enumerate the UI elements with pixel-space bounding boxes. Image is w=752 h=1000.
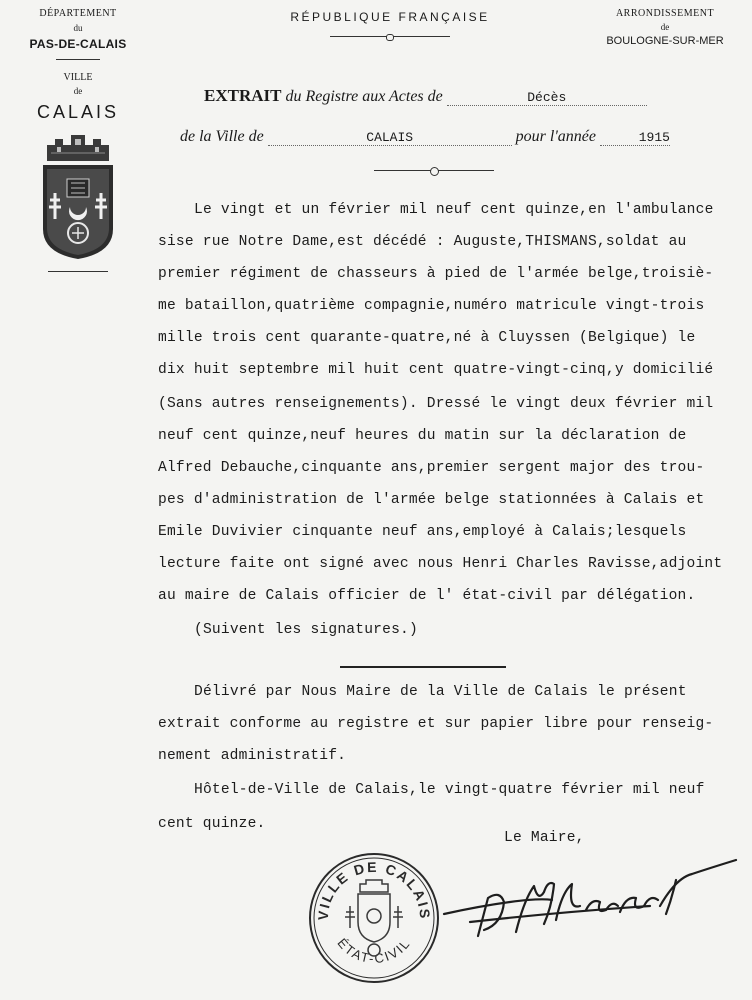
body-line: premier régiment de chasseurs à pied de l'armée belge,troisiè- [158, 266, 714, 282]
place-date: Hôtel-de-Ville de Calais,le vingt-quatre février mil neuf [194, 782, 705, 798]
department-name: PAS-DE-CALAIS [29, 37, 127, 51]
arrondissement-block [590, 8, 740, 47]
ville-value: CALAIS [366, 130, 414, 145]
registre-label: du Registre aux Actes de [285, 88, 443, 105]
svg-text:ÉTAT-CIVIL [334, 935, 413, 966]
body-line: Emile Duvivier cinquante neuf ans,employé à Calais;lesquels [158, 524, 687, 540]
coat-of-arms-icon [39, 131, 117, 261]
delivery-line: Délivré par Nous Maire de la Ville de Calais le présent [194, 684, 687, 700]
department-label: DÉPARTEMENT [39, 8, 117, 19]
signatures-note: (Suivent les signatures.) [194, 622, 418, 638]
handwritten-signature-icon [440, 840, 740, 950]
section-divider [340, 666, 506, 668]
divider [56, 59, 100, 60]
body-line: pes d'administration de l'armée belge stationnées à Calais et [158, 492, 705, 508]
official-seal-icon [306, 850, 442, 986]
arrondissement-label: ARRONDISSEMENT [615, 8, 715, 19]
ville-label: VILLE [63, 72, 93, 83]
ville-field [268, 130, 512, 146]
extrait-heading: EXTRAIT [204, 86, 282, 105]
signer-title: Le Maire, [504, 830, 585, 846]
body-line: Le vingt et un février mil neuf cent quinze,en l'ambulance [194, 202, 714, 218]
body-line: Alfred Debauche,cinquante ans,premier sergent major des trou- [158, 460, 705, 476]
title-line-2 [180, 128, 670, 146]
seal-top-text: VILLE DE CALAIS [314, 858, 434, 921]
body-line: sise rue Notre Dame,est décédé : Auguste,THISMANS,soldat au [158, 234, 687, 250]
place-date-continued: cent quinze. [158, 816, 266, 832]
annee-label: pour l'année [515, 128, 596, 145]
body-line: lecture faite ont signé avec nous Henri Charles Ravisse,adjoint [158, 556, 723, 572]
delivery-line: extrait conforme au registre et sur papier libre pour renseig- [158, 716, 714, 732]
department-du: du [73, 23, 83, 33]
body-line: dix huit septembre mil huit cent quatre-vingt-cinq,y domicilié [158, 362, 714, 378]
department-block [8, 8, 148, 272]
arrondissement-de: de [660, 22, 670, 32]
arrondissement-name: BOULOGNE-SUR-MER [606, 35, 724, 47]
year-value: 1915 [638, 130, 670, 145]
republic-block [220, 10, 560, 37]
body-line: (Sans autres renseignements). Dressé le vingt deux février mil [158, 396, 714, 412]
year-field [600, 130, 670, 146]
acte-type-value: Décès [527, 90, 567, 105]
ville-label-title: de la Ville de [180, 128, 264, 145]
body-line: au maire de Calais officier de l' état-civil par délégation. [158, 588, 696, 604]
divider [48, 271, 108, 272]
delivery-line: nement administratif. [158, 748, 347, 764]
ornament-divider [330, 36, 450, 37]
ville-de: de [73, 86, 83, 96]
republic-title: RÉPUBLIQUE FRANÇAISE [290, 10, 490, 24]
body-line: mille trois cent quarante-quatre,né à Cluyssen (Belgique) le [158, 330, 696, 346]
body-line: neuf cent quinze,neuf heures du matin sur la déclaration de [158, 428, 687, 444]
seal-bottom-text: ÉTAT-CIVIL [334, 935, 414, 967]
body-line: me bataillon,quatrième compagnie,numéro matricule vingt-trois [158, 298, 705, 314]
city-name: CALAIS [36, 102, 120, 122]
title-line-1 [204, 86, 647, 106]
ornament-divider [374, 170, 494, 171]
acte-type-field [447, 90, 647, 106]
